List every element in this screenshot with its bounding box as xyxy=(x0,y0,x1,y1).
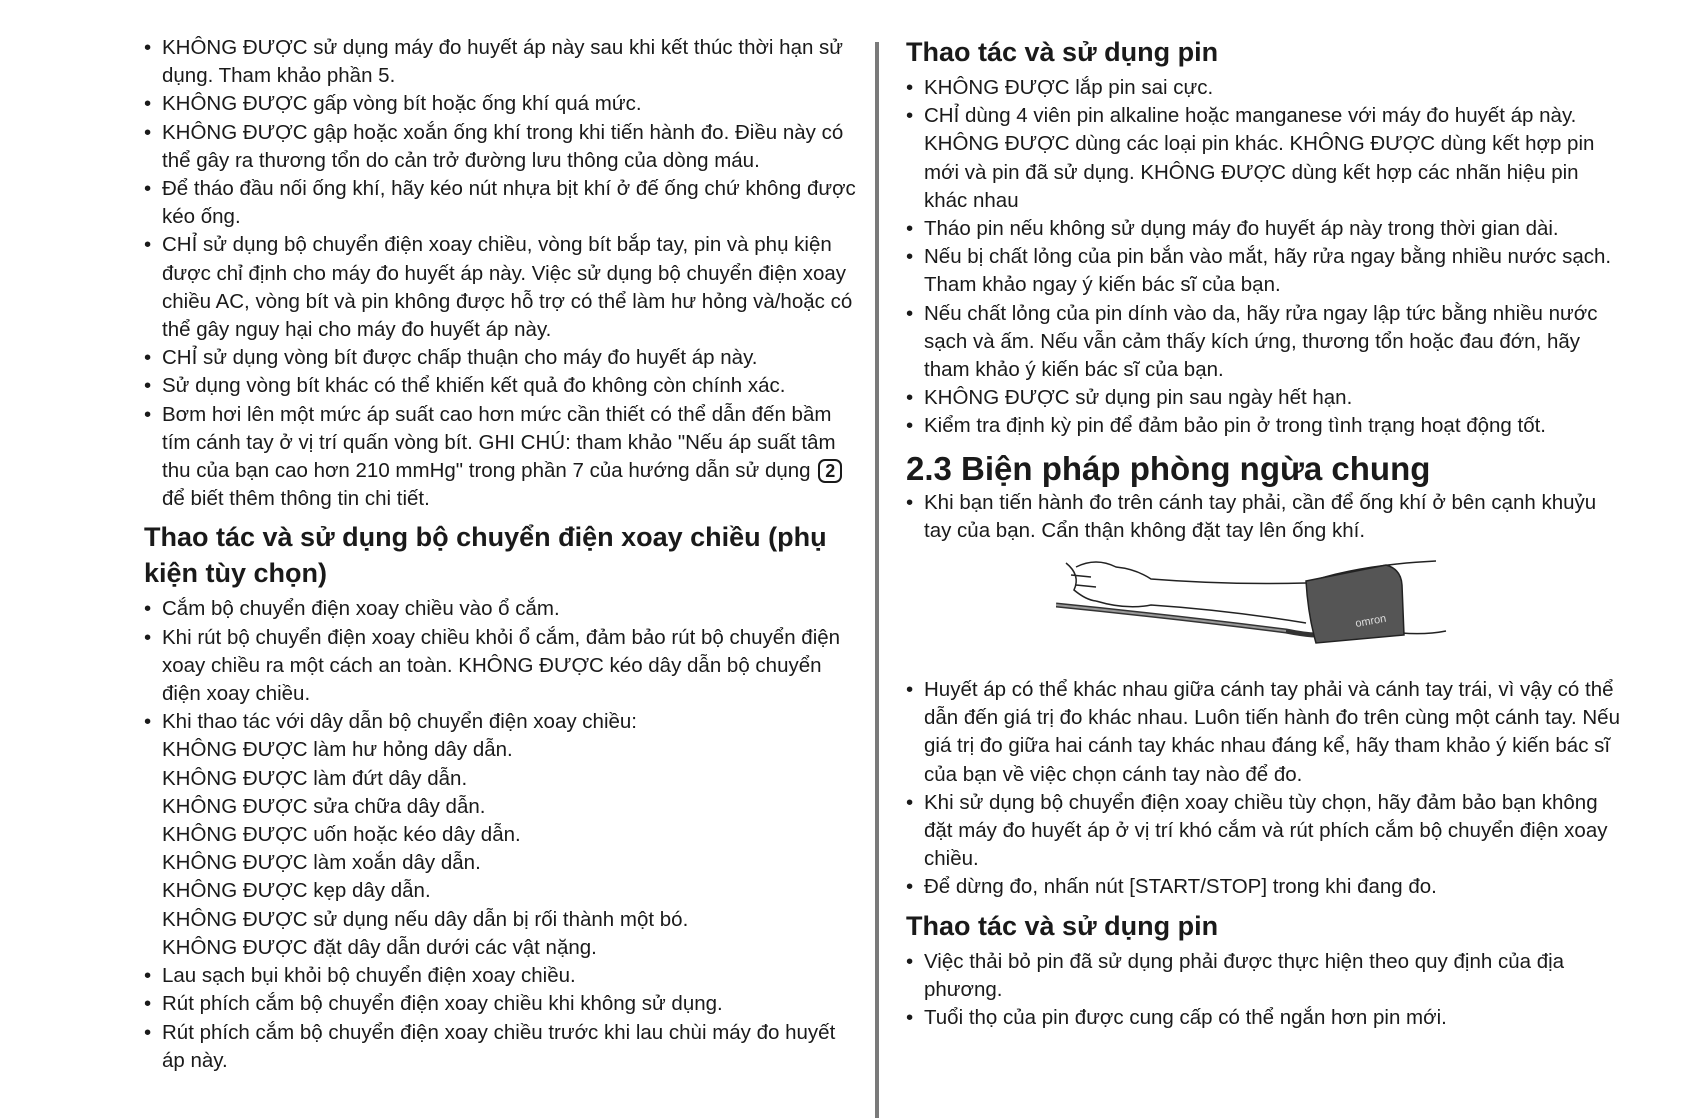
item-text: Sử dụng vòng bít khác có thể khiến kết quả đo không còn chính xác. xyxy=(162,374,786,398)
item-text: Khi rút bộ chuyển điện xoay chiều khỏi ổ cắm, đảm bảo rút bộ chuyển điện xoay chiều ra một cách an toàn. KHÔNG ĐƯỢC kéo dây dẫn bộ chuyển điện xoay chiều. xyxy=(162,625,841,706)
list-item: • Cắm bộ chuyển điện xoay chiều vào ổ cắm. xyxy=(144,597,560,621)
cord-warning-line: KHÔNG ĐƯỢC làm xoắn dây dẫn. xyxy=(162,851,481,875)
bullet-list xyxy=(906,948,1622,1033)
bullet-list xyxy=(906,489,1622,545)
cord-warning-line: KHÔNG ĐƯỢC làm hư hỏng dây dẫn. xyxy=(162,738,513,762)
list-item: • KHÔNG ĐƯỢC gập hoặc xoắn ống khí trong khi tiến hành đo. Điều này có thể gây ra thương tổn do cản trở đường lưu thông của dòng máu. xyxy=(144,120,844,172)
item-text: Rút phích cắm bộ chuyển điện xoay chiều trước khi lau chùi máy đo huyết áp này. xyxy=(162,1020,836,1072)
list-item: • Tháo pin nếu không sử dụng máy đo huyết áp này trong thời gian dài. xyxy=(906,217,1559,241)
item-text: Tuổi thọ của pin được cung cấp có thể ngắn hơn pin mới. xyxy=(924,1006,1447,1030)
item-text: Kiểm tra định kỳ pin để đảm bảo pin ở trong tình trạng hoạt động tốt. xyxy=(924,414,1546,438)
section-heading: Thao tác và sử dụng bộ chuyển điện xoay chiều (phụ kiện tùy chọn) xyxy=(144,522,827,589)
list-item: • Kiểm tra định kỳ pin để đảm bảo pin ở trong tình trạng hoạt động tốt. xyxy=(906,414,1546,438)
list-item: • Sử dụng vòng bít khác có thể khiến kết quả đo không còn chính xác. xyxy=(144,374,786,398)
cord-warning-line: KHÔNG ĐƯỢC làm đứt dây dẫn. xyxy=(162,766,468,790)
list-item: • Rút phích cắm bộ chuyển điện xoay chiều khi không sử dụng. xyxy=(144,992,723,1016)
item-text: KHÔNG ĐƯỢC lắp pin sai cực. xyxy=(924,76,1214,99)
list-item: • Huyết áp có thể khác nhau giữa cánh tay phải và cánh tay trái, vì vậy có thể dẫn đến giá trị đo khác nhau. Luôn tiến hành đo trên cùng một cánh tay. Nếu giá trị đo giữa hai cánh tay khác nhau đáng kể, hãy tham khảo ý kiến bác sĩ của bạn về việc chọn cánh tay nào để đo. xyxy=(906,678,1620,786)
item-text: Bơm hơi lên một mức áp suất cao hơn mức cần thiết có thể dẫn đến bầm tím cánh tay ở vị trí quấn vòng bít. GHI CHÚ: tham khảo "Nếu áp suất tâm thu của bạn cao hơn 210 mmHg" trong phần 7 của hướng dẫn sử dụng xyxy=(162,402,836,483)
list-item: • CHỈ dùng 4 viên pin alkaline hoặc manganese với máy đo huyết áp này. KHÔNG ĐƯỢC dùng các loại pin khác. KHÔNG ĐƯỢC dùng kết hợp pin mới và pin đã sử dụng. KHÔNG ĐƯỢC dùng kết hợp các nhãn hiệu pin khác nhau xyxy=(906,104,1595,212)
list-item: • Khi thao tác với dây dẫn bộ chuyển điện xoay chiều: KHÔNG ĐƯỢC làm hư hỏng dây dẫn. KHÔNG ĐƯỢC làm đứt dây dẫn. KHÔNG ĐƯỢC sửa chữa dây dẫn. KHÔNG ĐƯỢC uốn hoặc kéo dây dẫn. KHÔNG ĐƯỢC làm xoắn dây dẫn. KHÔNG ĐƯỢC kẹp dây dẫn. KHÔNG ĐƯỢC sử dụng nếu dây dẫn bị rối thành một bó. KHÔNG ĐƯỢC đặt dây dẫn dưới các vật nặng. xyxy=(144,708,856,962)
bullet-list xyxy=(144,401,856,514)
item-text: CHỈ sử dụng bộ chuyển điện xoay chiều, vòng bít bắp tay, pin và phụ kiện được chỉ định cho máy đo huyết áp này. Việc sử dụng bộ chuyển điện xoay chiều AC, vòng bít và pin không được hỗ trợ có thể làm hư hỏng và/hoặc có thể gây nguy hại cho máy đo huyết áp này. xyxy=(162,233,853,342)
cord-warning-line: KHÔNG ĐƯỢC sử dụng nếu dây dẫn bị rối thành một bó. xyxy=(162,907,689,931)
cord-warning-line: KHÔNG ĐƯỢC kẹp dây dẫn. xyxy=(162,879,431,903)
right-column xyxy=(906,34,1622,1032)
list-item: • Nếu bị chất lỏng của pin bắn vào mắt, hãy rửa ngay bằng nhiều nước sạch. Tham khảo ngay ý kiến bác sĩ của bạn. xyxy=(906,245,1612,297)
bullet-list xyxy=(144,34,856,401)
bullet-list xyxy=(144,962,856,1075)
list-item: • CHỈ sử dụng bộ chuyển điện xoay chiều, vòng bít bắp tay, pin và phụ kiện được chỉ định cho máy đo huyết áp này. Việc sử dụng bộ chuyển điện xoay chiều AC, vòng bít và pin không được hỗ trợ có thể làm hư hỏng và/hoặc có thể gây nguy hại cho máy đo huyết áp này. xyxy=(144,233,853,342)
bullet-list xyxy=(144,708,856,962)
cord-warning-line: KHÔNG ĐƯỢC uốn hoặc kéo dây dẫn. xyxy=(162,823,521,847)
item-text: KHÔNG ĐƯỢC sử dụng máy đo huyết áp này sau khi kết thúc thời hạn sử dụng. Tham khảo phần 5. xyxy=(162,36,844,88)
arm-cuff-illustration xyxy=(1056,555,1476,651)
left-column xyxy=(144,34,856,1075)
list-item: • Khi sử dụng bộ chuyển điện xoay chiều tùy chọn, hãy đảm bảo bạn không đặt máy đo huyết áp ở vị trí khó cắm và rút phích cắm bộ chuyển điện xoay chiều. xyxy=(906,790,1608,871)
item-text: Việc thải bỏ pin đã sử dụng phải được thực hiện theo quy định của địa phương. xyxy=(924,949,1565,1001)
item-text: Rút phích cắm bộ chuyển điện xoay chiều khi không sử dụng. xyxy=(162,992,723,1016)
item-text: Để tháo đầu nối ống khí, hãy kéo nút nhựa bịt khí ở đế ống chứ không được kéo ống. xyxy=(162,177,856,229)
section-number: 2.3 xyxy=(906,449,952,487)
item-text: CHỈ dùng 4 viên pin alkaline hoặc manganese với máy đo huyết áp này. KHÔNG ĐƯỢC dùng các loại pin khác. KHÔNG ĐƯỢC dùng kết hợp pin mới và pin đã sử dụng. KHÔNG ĐƯỢC dùng kết hợp các nhãn hiệu pin khác nhau xyxy=(924,104,1595,212)
list-item: • Bơm hơi lên một mức áp suất cao hơn mức cần thiết có thể dẫn đến bầm tím cánh tay ở vị trí quấn vòng bít. GHI CHÚ: tham khảo "Nếu áp suất tâm thu của bạn cao hơn 210 mmHg" trong phần 7 của hướng dẫn sử dụng 2 để biết thêm thông tin chi tiết. xyxy=(144,401,856,514)
item-text: Khi thao tác với dây dẫn bộ chuyển điện xoay chiều: xyxy=(162,710,638,734)
item-text: Khi bạn tiến hành đo trên cánh tay phải, cần để ống khí ở bên cạnh khuỷu tay của bạn. Cẩn thận không đặt tay lên ống khí. xyxy=(924,490,1597,542)
bullet-list xyxy=(906,676,1622,902)
section-heading: Thao tác và sử dụng pin xyxy=(906,910,1219,941)
list-item: • Khi rút bộ chuyển điện xoay chiều khỏi ổ cắm, đảm bảo rút bộ chuyển điện xoay chiều ra một cách an toàn. KHÔNG ĐƯỢC kéo dây dẫn bộ chuyển điện xoay chiều. xyxy=(144,625,841,706)
item-text: Tháo pin nếu không sử dụng máy đo huyết áp này trong thời gian dài. xyxy=(924,217,1559,241)
section-heading: Thao tác và sử dụng pin xyxy=(906,37,1219,67)
item-text: KHÔNG ĐƯỢC sử dụng pin sau ngày hết hạn. xyxy=(924,386,1353,410)
manual-number-badge: 2 xyxy=(818,459,842,483)
list-item: • Việc thải bỏ pin đã sử dụng phải được thực hiện theo quy định của địa phương. xyxy=(906,949,1565,1001)
item-text: KHÔNG ĐƯỢC gấp vòng bít hoặc ống khí quá mức. xyxy=(162,92,642,116)
item-text: Cắm bộ chuyển điện xoay chiều vào ổ cắm. xyxy=(162,597,560,621)
cord-warning-line: KHÔNG ĐƯỢC sửa chữa dây dẫn. xyxy=(162,794,486,818)
item-text: Nếu bị chất lỏng của pin bắn vào mắt, hãy rửa ngay bằng nhiều nước sạch. Tham khảo ngay ý kiến bác sĩ của bạn. xyxy=(924,245,1612,297)
list-item: • KHÔNG ĐƯỢC sử dụng máy đo huyết áp này sau khi kết thúc thời hạn sử dụng. Tham khảo phần 5. xyxy=(144,36,844,88)
omron-logo: omron xyxy=(1354,612,1388,631)
list-item: • Nếu chất lỏng của pin dính vào da, hãy rửa ngay lập tức bằng nhiều nước sạch và ấm. Nếu vẫn cảm thấy kích ứng, thương tổn hoặc đau đớn, hãy tham khảo ý kiến bác sĩ của bạn. xyxy=(906,301,1598,382)
item-text: KHÔNG ĐƯỢC gập hoặc xoắn ống khí trong khi tiến hành đo. Điều này có thể gây ra thương tổn do cản trở đường lưu thông của dòng máu. xyxy=(162,120,844,172)
bullet-list xyxy=(144,595,856,708)
list-item: • KHÔNG ĐƯỢC gấp vòng bít hoặc ống khí quá mức. xyxy=(144,92,642,116)
list-item: • KHÔNG ĐƯỢC sử dụng pin sau ngày hết hạn. xyxy=(906,386,1353,410)
list-item: • Để dừng đo, nhấn nút [START/STOP] trong khi đang đo. xyxy=(906,875,1437,899)
item-text: Lau sạch bụi khỏi bộ chuyển điện xoay chiều. xyxy=(162,964,576,988)
list-item: • Rút phích cắm bộ chuyển điện xoay chiều trước khi lau chùi máy đo huyết áp này. xyxy=(144,1020,836,1072)
list-item: • Khi bạn tiến hành đo trên cánh tay phải, cần để ống khí ở bên cạnh khuỷu tay của bạn. Cẩn thận không đặt tay lên ống khí. xyxy=(906,490,1597,542)
section-title xyxy=(906,449,1622,489)
item-text: để biết thêm thông tin chi tiết. xyxy=(162,487,430,511)
item-text: Khi sử dụng bộ chuyển điện xoay chiều tùy chọn, hãy đảm bảo bạn không đặt máy đo huyết áp ở vị trí khó cắm và rút phích cắm bộ chuyển điện xoay chiều. xyxy=(924,790,1608,871)
list-item: • CHỈ sử dụng vòng bít được chấp thuận cho máy đo huyết áp này. xyxy=(144,346,758,370)
item-text: Nếu chất lỏng của pin dính vào da, hãy rửa ngay lập tức bằng nhiều nước sạch và ấm. Nếu vẫn cảm thấy kích ứng, thương tổn hoặc đau đớn, hãy tham khảo ý kiến bác sĩ của bạn. xyxy=(924,301,1598,382)
section-title-text: Biện pháp phòng ngừa chung xyxy=(961,449,1431,487)
list-item: • Lau sạch bụi khỏi bộ chuyển điện xoay chiều. xyxy=(144,964,576,988)
item-text: Để dừng đo, nhấn nút [START/STOP] trong khi đang đo. xyxy=(924,875,1437,899)
list-item: • Tuổi thọ của pin được cung cấp có thể ngắn hơn pin mới. xyxy=(906,1006,1447,1030)
bullet-list xyxy=(906,74,1622,441)
column-divider xyxy=(875,42,879,1118)
list-item: • Để tháo đầu nối ống khí, hãy kéo nút nhựa bịt khí ở đế ống chứ không được kéo ống. xyxy=(144,177,856,229)
cord-warning-line: KHÔNG ĐƯỢC đặt dây dẫn dưới các vật nặng. xyxy=(162,935,597,959)
item-text: CHỈ sử dụng vòng bít được chấp thuận cho máy đo huyết áp này. xyxy=(162,346,758,370)
list-item: • KHÔNG ĐƯỢC lắp pin sai cực. xyxy=(906,76,1214,99)
item-text: Huyết áp có thể khác nhau giữa cánh tay phải và cánh tay trái, vì vậy có thể dẫn đến giá trị đo khác nhau. Luôn tiến hành đo trên cùng một cánh tay. Nếu giá trị đo giữa hai cánh tay khác nhau đáng kể, hãy tham khảo ý kiến bác sĩ của bạn về việc chọn cánh tay nào để đo. xyxy=(924,678,1620,786)
